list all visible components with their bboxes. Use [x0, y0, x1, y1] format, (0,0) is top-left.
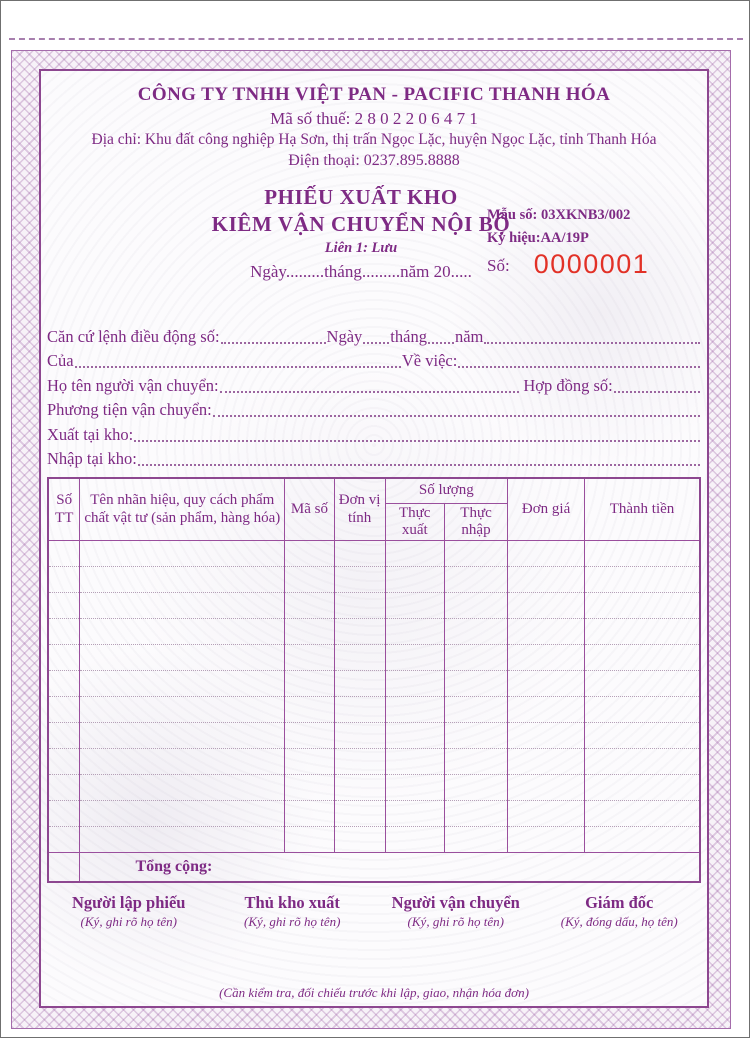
signature-note: (Ký, ghi rõ họ tên): [244, 914, 341, 929]
empty-cell: [334, 801, 385, 827]
table-row: [48, 827, 700, 853]
col-header-item-name: Tên nhãn hiệu, quy cách phẩm chất vật tư (sản phẩm, hàng hóa): [80, 478, 285, 541]
empty-cell: [48, 541, 80, 567]
empty-cell: [444, 801, 507, 827]
empty-cell: [334, 697, 385, 723]
empty-cell: [585, 697, 700, 723]
field-dispatch-order: [47, 322, 701, 347]
signature-preparer: [47, 892, 211, 930]
blank-dotted-line: [134, 440, 700, 442]
empty-cell: [444, 775, 507, 801]
empty-cell: [508, 801, 585, 827]
empty-cell: [334, 645, 385, 671]
empty-cell: [334, 723, 385, 749]
empty-cell: [285, 619, 335, 645]
empty-cell: [80, 775, 285, 801]
empty-cell: [444, 749, 507, 775]
company-name: CÔNG TY TNHH VIỆT PAN - PACIFIC THANH HÓA: [137, 84, 611, 105]
field-label: Ngày: [326, 326, 363, 346]
blank-dotted-line: [614, 391, 700, 393]
total-label: Tổng cộng:: [80, 853, 700, 883]
blank-dotted-line: [221, 342, 326, 344]
blank-dotted-line: [363, 342, 389, 344]
total-row-spacer-cell: [48, 853, 80, 883]
empty-cell: [444, 671, 507, 697]
empty-cell: [80, 827, 285, 853]
empty-cell: [48, 775, 80, 801]
col-header-actual-out: Thực xuất: [385, 503, 444, 541]
empty-cell: [80, 645, 285, 671]
empty-cell: [80, 723, 285, 749]
empty-cell: [585, 619, 700, 645]
blank-dotted-line: [458, 366, 700, 368]
empty-cell: [285, 775, 335, 801]
table-row: [48, 775, 700, 801]
empty-cell: [385, 723, 444, 749]
empty-cell: [444, 697, 507, 723]
empty-cell: [385, 645, 444, 671]
table-row: [48, 619, 700, 645]
fill-in-fields: [47, 322, 701, 469]
blank-dotted-line: [428, 342, 454, 344]
field-transporter-contract: [47, 371, 701, 396]
empty-cell: [585, 593, 700, 619]
field-label: Về việc:: [401, 351, 458, 371]
empty-cell: [48, 619, 80, 645]
table-row: [48, 567, 700, 593]
signature-note: (Ký, đóng dấu, họ tên): [560, 914, 678, 929]
empty-cell: [48, 827, 80, 853]
tax-code-line: Mã số thuế: 2 8 0 2 2 0 6 4 7 1: [270, 109, 478, 128]
empty-cell: [585, 801, 700, 827]
field-label: Hợp đồng số:: [523, 375, 613, 395]
field-transport-means: [47, 396, 701, 421]
empty-cell: [508, 593, 585, 619]
table-row: [48, 723, 700, 749]
signature-director: [538, 892, 702, 930]
field-label: Nhập tại kho:: [47, 449, 137, 469]
empty-cell: [48, 801, 80, 827]
empty-cell: [508, 749, 585, 775]
serial-symbol-line: Ký hiệu:AA/19P: [487, 230, 589, 246]
empty-cell: [285, 671, 335, 697]
empty-cell: [48, 593, 80, 619]
phone-line: Điện thoại: 0237.895.8888: [288, 152, 460, 169]
empty-cell: [444, 723, 507, 749]
empty-cell: [285, 593, 335, 619]
signature-title: Thủ kho xuất: [244, 893, 340, 912]
empty-cell: [385, 749, 444, 775]
empty-cell: [585, 567, 700, 593]
empty-cell: [585, 749, 700, 775]
table-row: [48, 645, 700, 671]
form-meta-box: [487, 204, 699, 278]
verification-note: (Cần kiểm tra, đối chiếu trước khi lập, giao, nhận hóa đơn): [219, 985, 529, 1000]
form-title-line2: KIÊM VẬN CHUYỂN NỘI BỘ: [211, 212, 511, 236]
empty-cell: [444, 827, 507, 853]
table-row: [48, 801, 700, 827]
blank-dotted-line: [484, 342, 700, 344]
field-label: Họ tên người vận chuyển:: [47, 375, 219, 395]
empty-cell: [334, 775, 385, 801]
empty-cell: [444, 541, 507, 567]
empty-cell: [508, 723, 585, 749]
empty-cell: [80, 541, 285, 567]
empty-cell: [508, 671, 585, 697]
empty-cell: [285, 541, 335, 567]
empty-cell: [385, 697, 444, 723]
empty-cell: [48, 671, 80, 697]
empty-cell: [285, 723, 335, 749]
empty-cell: [385, 567, 444, 593]
signature-title: Người lập phiếu: [72, 893, 186, 912]
empty-cell: [508, 619, 585, 645]
form-title-line1: PHIẾU XUẤT KHO: [264, 185, 458, 209]
title-block: [47, 184, 701, 296]
empty-cell: [48, 697, 80, 723]
signature-note: (Ký, ghi rõ họ tên): [80, 914, 177, 929]
empty-cell: [585, 775, 700, 801]
empty-cell: [80, 801, 285, 827]
empty-cell: [285, 827, 335, 853]
blank-dotted-line: [220, 391, 520, 393]
empty-cell: [285, 749, 335, 775]
empty-cell: [334, 593, 385, 619]
empty-cell: [334, 541, 385, 567]
empty-cell: [48, 723, 80, 749]
field-import-warehouse: [47, 445, 701, 470]
blank-dotted-line: [138, 464, 700, 466]
empty-cell: [385, 671, 444, 697]
empty-cell: [508, 697, 585, 723]
empty-cell: [80, 567, 285, 593]
form-number-line: Mẫu số: 03XKNB3/002: [487, 207, 631, 223]
empty-cell: [80, 619, 285, 645]
empty-cell: [334, 567, 385, 593]
empty-cell: [508, 645, 585, 671]
perforation-dashed-line: [9, 38, 743, 40]
empty-cell: [334, 619, 385, 645]
copy-label: Liên 1: Lưu: [324, 240, 398, 256]
signature-section: [47, 892, 701, 930]
field-label: Phương tiện vận chuyển:: [47, 400, 212, 420]
empty-cell: [385, 827, 444, 853]
empty-cell: [385, 801, 444, 827]
form-body: [39, 69, 709, 1008]
empty-cell: [508, 775, 585, 801]
empty-cell: [385, 593, 444, 619]
document-serial-number: 0000001: [533, 249, 650, 279]
number-label: Số:: [487, 256, 510, 275]
empty-cell: [334, 827, 385, 853]
col-header-stt: Số TT: [48, 478, 80, 541]
field-label: năm: [454, 326, 484, 346]
empty-cell: [585, 645, 700, 671]
blank-dotted-line: [213, 415, 700, 417]
empty-cell: [508, 541, 585, 567]
table-row: [48, 749, 700, 775]
signature-transporter: [374, 892, 538, 930]
document-number-row: [487, 251, 699, 278]
signature-warehouse-keeper: [211, 892, 375, 930]
col-header-quantity-group: Số lượng: [385, 478, 508, 503]
empty-cell: [585, 723, 700, 749]
date-blank-line: Ngày.........tháng.........năm 20.....: [250, 262, 472, 281]
empty-cell: [80, 697, 285, 723]
empty-cell: [48, 567, 80, 593]
field-label: tháng: [390, 326, 427, 346]
empty-cell: [385, 541, 444, 567]
col-header-unit: Đơn vị tính: [334, 478, 385, 541]
empty-cell: [334, 671, 385, 697]
empty-cell: [508, 827, 585, 853]
empty-cell: [48, 749, 80, 775]
empty-cell: [444, 567, 507, 593]
empty-cell: [585, 541, 700, 567]
field-label: Căn cứ lệnh điều động số:: [47, 326, 220, 346]
empty-cell: [334, 749, 385, 775]
empty-cell: [80, 593, 285, 619]
items-table: [47, 477, 701, 883]
empty-cell: [385, 619, 444, 645]
empty-cell: [48, 645, 80, 671]
empty-cell: [444, 593, 507, 619]
total-row: [48, 853, 700, 883]
empty-cell: [80, 749, 285, 775]
signature-title: Giám đốc: [585, 893, 654, 912]
ornate-border-frame: [11, 50, 731, 1029]
field-issuer-purpose: [47, 347, 701, 372]
empty-cell: [385, 775, 444, 801]
empty-cell: [80, 671, 285, 697]
empty-cell: [444, 645, 507, 671]
field-label: Của: [47, 351, 74, 371]
table-row: [48, 697, 700, 723]
col-header-code: Mã số: [285, 478, 335, 541]
blank-dotted-line: [75, 366, 401, 368]
field-label: Xuất tại kho:: [47, 424, 134, 444]
signature-title: Người vận chuyển: [391, 893, 520, 912]
col-header-unit-price: Đơn giá: [508, 478, 585, 541]
field-export-warehouse: [47, 420, 701, 445]
empty-cell: [585, 671, 700, 697]
col-header-amount: Thành tiền: [585, 478, 700, 541]
table-row: [48, 671, 700, 697]
item-rows: [48, 541, 700, 853]
empty-cell: [585, 827, 700, 853]
empty-cell: [285, 567, 335, 593]
empty-cell: [444, 619, 507, 645]
empty-cell: [285, 645, 335, 671]
empty-cell: [285, 801, 335, 827]
table-row: [48, 541, 700, 567]
empty-cell: [285, 697, 335, 723]
signature-note: (Ký, ghi rõ họ tên): [407, 914, 504, 929]
address-line: Địa chỉ: Khu đất công nghiệp Hạ Sơn, thị trấn Ngọc Lặc, huyện Ngọc Lặc, tỉnh Thanh Hóa: [91, 131, 657, 148]
empty-cell: [508, 567, 585, 593]
table-row: [48, 593, 700, 619]
col-header-actual-in: Thực nhập: [444, 503, 507, 541]
